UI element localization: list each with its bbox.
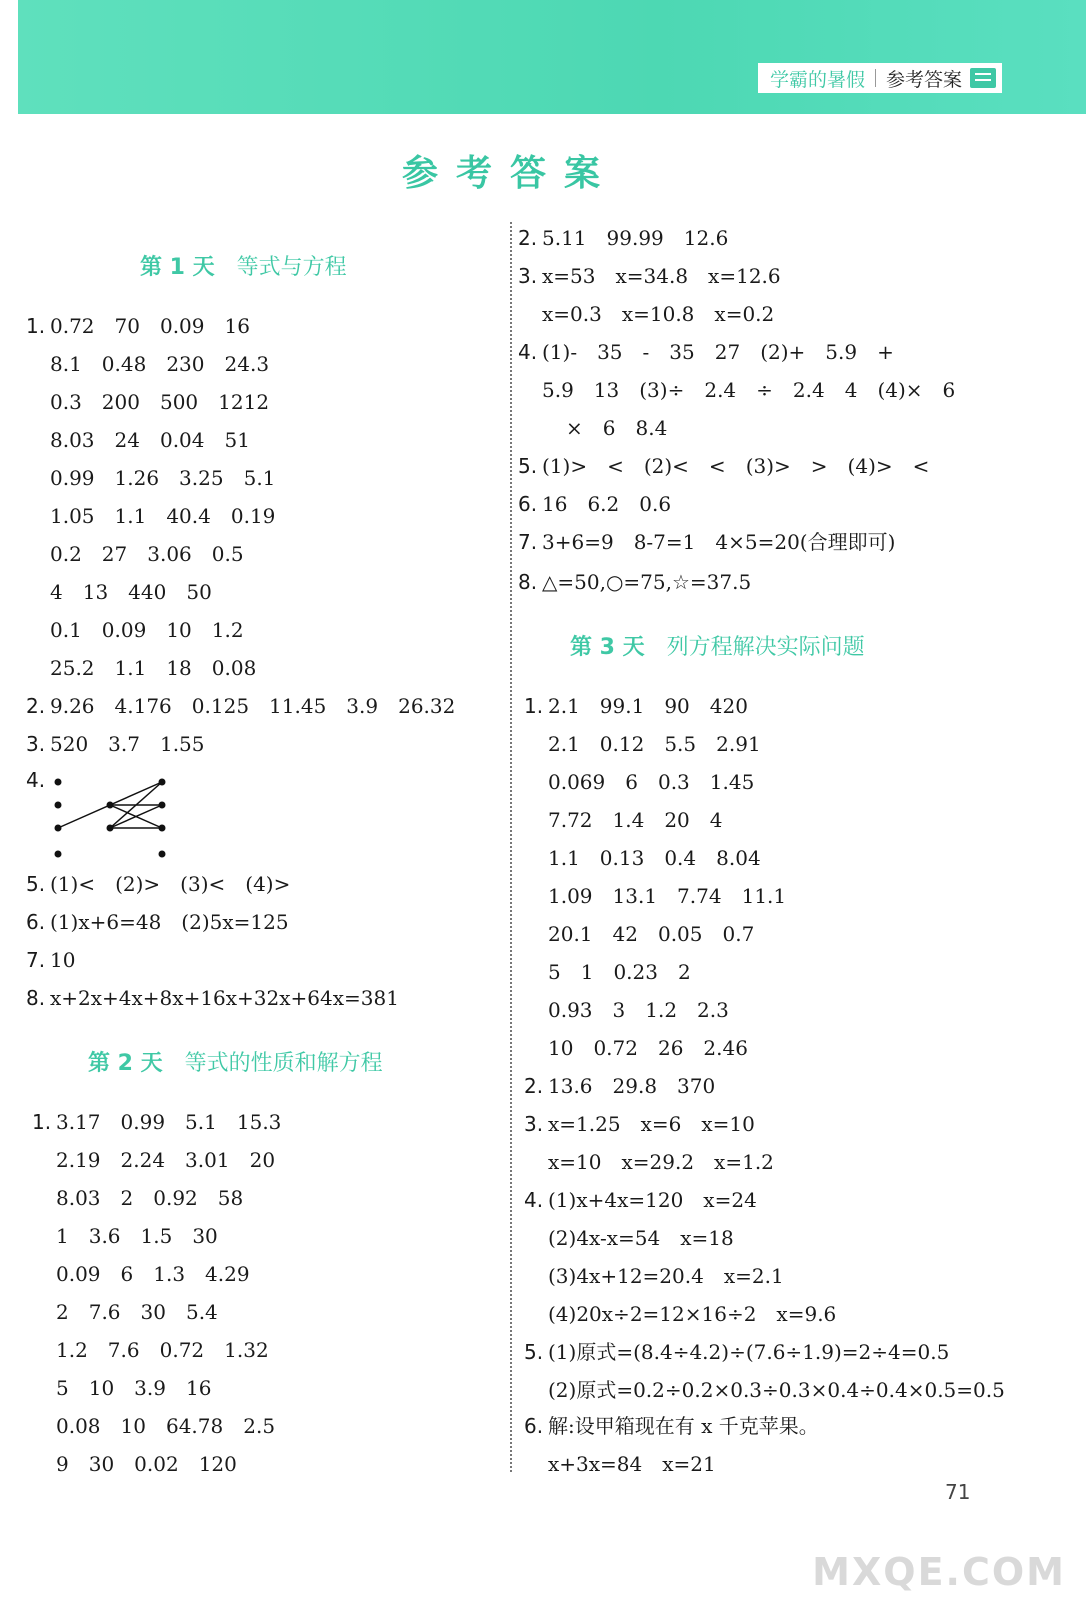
day3-q3-row xyxy=(548,1150,774,1174)
answer-text: 0.08 10 64.78 2.5 xyxy=(56,1414,276,1438)
answer-text: × 6 8.4 xyxy=(566,416,668,440)
day3-q4-row xyxy=(548,1264,784,1288)
match-dot xyxy=(159,851,166,858)
question-number: 5. xyxy=(524,1340,544,1364)
day1-q7 xyxy=(26,948,75,972)
day2-q1-row xyxy=(56,1338,269,1362)
page-number: 71 xyxy=(945,1480,971,1504)
answer-text: 0.72 70 0.09 16 xyxy=(50,314,250,338)
watermark: MXQE.COM xyxy=(812,1550,1066,1594)
question-number: 6. xyxy=(26,910,46,934)
series-name: 学霸的暑假 xyxy=(769,68,865,91)
answer-text: x=1.25 x=6 x=10 xyxy=(548,1112,755,1136)
answer-text: 0.99 1.26 3.25 5.1 xyxy=(50,466,276,490)
answer-text: (1)x+4x=120 x=24 xyxy=(548,1188,757,1212)
matching-diagram xyxy=(50,768,180,864)
header-banner xyxy=(18,0,1086,114)
day3-q4-row xyxy=(548,1226,734,1250)
day2-q1-row xyxy=(56,1148,275,1172)
answer-text: 13.6 29.8 370 xyxy=(548,1074,716,1098)
answer-text: (1)< (2)> (3)< (4)> xyxy=(50,872,291,896)
day1-q5 xyxy=(26,872,290,896)
question-number: 2. xyxy=(524,1074,544,1098)
question-number: 8. xyxy=(518,570,538,594)
match-dot xyxy=(55,779,62,786)
day3-number: 第 3 天 xyxy=(570,635,645,660)
match-dot xyxy=(55,825,62,832)
day3-q4 xyxy=(524,1188,757,1212)
day2-q4 xyxy=(518,340,894,364)
answer-text: 3.17 0.99 5.1 15.3 xyxy=(56,1110,282,1134)
day3-q6-row xyxy=(548,1452,716,1476)
question-number: 3. xyxy=(518,264,538,288)
day1-q4 xyxy=(26,768,50,792)
day1-q8 xyxy=(26,986,399,1010)
answer-text: (2)4x-x=54 x=18 xyxy=(548,1226,734,1250)
day2-q8 xyxy=(518,570,751,594)
match-dot xyxy=(159,779,166,786)
answer-text: 3+6=9 8-7=1 4×5=20(合理即可) xyxy=(542,530,896,554)
answer-text: 1.05 1.1 40.4 0.19 xyxy=(50,504,276,528)
answer-text: 2 7.6 30 5.4 xyxy=(56,1300,218,1324)
answer-text: x=10 x=29.2 x=1.2 xyxy=(548,1150,774,1174)
answer-text: 8.1 0.48 230 24.3 xyxy=(50,352,270,376)
answer-text: (1)x+6=48 (2)5x=125 xyxy=(50,910,289,934)
day1-q1-row xyxy=(50,580,212,604)
answer-text: 4 13 440 50 xyxy=(50,580,212,604)
day2-q7 xyxy=(518,530,895,554)
day1-q1-row xyxy=(50,542,244,566)
answer-text: 0.069 6 0.3 1.45 xyxy=(548,770,755,794)
day2-q1-row xyxy=(56,1262,250,1286)
answer-text: (1)原式=(8.4÷4.2)÷(7.6÷1.9)=2÷4=0.5 xyxy=(548,1340,950,1364)
brand-separator xyxy=(875,69,876,87)
day3-q1-row xyxy=(548,846,761,870)
day1-q1-row xyxy=(50,504,275,528)
question-number: 1. xyxy=(524,694,544,718)
question-number: 4. xyxy=(518,340,538,364)
day2-q1-row xyxy=(56,1376,211,1400)
answer-text: 16 6.2 0.6 xyxy=(542,492,672,516)
section-name: 参考答案 xyxy=(885,68,962,91)
day1-q1-row xyxy=(50,352,269,376)
day2-q1-row xyxy=(56,1224,218,1248)
book-icon xyxy=(970,68,996,88)
day3-heading xyxy=(570,630,865,661)
day2-q4-row xyxy=(542,378,955,402)
answer-text: 7.72 1.4 20 4 xyxy=(548,808,723,832)
day3-q1-row xyxy=(548,1036,748,1060)
day2-q4-row xyxy=(566,416,667,440)
answer-text: (3)4x+12=20.4 x=2.1 xyxy=(548,1264,784,1288)
answer-text: 2.1 99.1 90 420 xyxy=(548,694,748,718)
answer-text: x+3x=84 x=21 xyxy=(548,1452,716,1476)
question-number: 2. xyxy=(26,694,46,718)
question-number: 3. xyxy=(524,1112,544,1136)
match-dot xyxy=(159,802,166,809)
answer-text: 0.93 3 1.2 2.3 xyxy=(548,998,729,1022)
day1-q1-row xyxy=(50,390,269,414)
question-number: 3. xyxy=(26,732,46,756)
answer-text: 2.19 2.24 3.01 20 xyxy=(56,1148,276,1172)
day1-q6 xyxy=(26,910,289,934)
answer-text: △=50,○=75,☆=37.5 xyxy=(542,570,752,594)
question-number: 7. xyxy=(518,530,538,554)
day3-q6 xyxy=(524,1414,819,1438)
answer-text: 0.09 6 1.3 4.29 xyxy=(56,1262,250,1286)
question-number: 8. xyxy=(26,986,46,1010)
day1-q1-row xyxy=(50,618,244,642)
day1-q1-row xyxy=(26,314,250,338)
answer-text: 0.2 27 3.06 0.5 xyxy=(50,542,244,566)
day1-number: 第 1 天 xyxy=(140,255,215,280)
question-number: 4. xyxy=(26,768,46,792)
day3-q1-row xyxy=(548,960,691,984)
answer-text: x+2x+4x+8x+16x+32x+64x=381 xyxy=(50,986,399,1010)
day3-q4-row xyxy=(548,1302,836,1326)
day3-q1-row xyxy=(548,998,729,1022)
day2-q3 xyxy=(518,264,781,288)
day1-topic: 等式与方程 xyxy=(236,255,347,280)
brand-tag xyxy=(758,63,1002,93)
question-number: 1. xyxy=(26,314,46,338)
answer-text: 1.1 0.13 0.4 8.04 xyxy=(548,846,761,870)
match-dot xyxy=(159,825,166,832)
question-number: 1. xyxy=(32,1110,52,1134)
match-dot xyxy=(107,825,114,832)
day3-q1-row xyxy=(548,808,723,832)
question-number: 4. xyxy=(524,1188,544,1212)
day2-q6 xyxy=(518,492,671,516)
day1-q3 xyxy=(26,732,205,756)
answer-text: 1 3.6 1.5 30 xyxy=(56,1224,218,1248)
day3-q1-row xyxy=(548,922,754,946)
answer-text: 0.3 200 500 1212 xyxy=(50,390,270,414)
match-dot xyxy=(107,802,114,809)
day2-q2 xyxy=(518,226,728,250)
answer-text: 9 30 0.02 120 xyxy=(56,1452,237,1476)
day1-q1-row xyxy=(50,428,250,452)
question-number: 7. xyxy=(26,948,46,972)
answer-text: (4)20x÷2=12×16÷2 x=9.6 xyxy=(548,1302,837,1326)
day2-heading xyxy=(88,1046,383,1077)
match-dot xyxy=(55,802,62,809)
day2-q5 xyxy=(518,454,929,478)
day1-q1-row xyxy=(50,656,256,680)
day3-q1-row xyxy=(524,694,748,718)
answer-text: 1.2 7.6 0.72 1.32 xyxy=(56,1338,269,1362)
answer-text: 5 10 3.9 16 xyxy=(56,1376,212,1400)
day3-topic: 列方程解决实际问题 xyxy=(666,635,865,660)
answer-text: 1.09 13.1 7.74 11.1 xyxy=(548,884,787,908)
day2-topic: 等式的性质和解方程 xyxy=(184,1051,383,1076)
day2-q3-row xyxy=(542,302,774,326)
answer-text: 520 3.7 1.55 xyxy=(50,732,205,756)
answer-text: 8.03 24 0.04 51 xyxy=(50,428,250,452)
answer-text: 8.03 2 0.92 58 xyxy=(56,1186,244,1210)
answer-text: x=0.3 x=10.8 x=0.2 xyxy=(542,302,775,326)
day2-q1-row xyxy=(32,1110,281,1134)
answer-text: 10 0.72 26 2.46 xyxy=(548,1036,748,1060)
day2-number: 第 2 天 xyxy=(88,1051,163,1076)
answer-text: 5.11 99.99 12.6 xyxy=(542,226,729,250)
day1-q1-row xyxy=(50,466,275,490)
match-dot xyxy=(55,851,62,858)
column-divider xyxy=(510,222,512,1472)
answer-text: 2.1 0.12 5.5 2.91 xyxy=(548,732,761,756)
day2-q1-row xyxy=(56,1300,218,1324)
answer-text: 5 1 0.23 2 xyxy=(548,960,691,984)
question-number: 5. xyxy=(518,454,538,478)
answer-text: (1)> < (2)< < (3)> > (4)> < xyxy=(542,454,930,478)
day3-q3 xyxy=(524,1112,755,1136)
question-number: 5. xyxy=(26,872,46,896)
day3-q5-row xyxy=(548,1378,1005,1402)
answer-text: 5.9 13 (3)÷ 2.4 ÷ 2.4 4 (4)× 6 xyxy=(542,378,956,402)
answer-text: 10 xyxy=(50,948,76,972)
day1-q2 xyxy=(26,694,455,718)
day3-q1-row xyxy=(548,770,754,794)
answer-text: 9.26 4.176 0.125 11.45 3.9 26.32 xyxy=(50,694,456,718)
day3-q1-row xyxy=(548,884,786,908)
answer-text: 25.2 1.1 18 0.08 xyxy=(50,656,257,680)
day3-q2 xyxy=(524,1074,715,1098)
question-number: 6. xyxy=(524,1414,544,1438)
answer-text: (2)原式=0.2÷0.2×0.3÷0.3×0.4÷0.4×0.5=0.5 xyxy=(548,1378,1005,1402)
answer-text: 0.1 0.09 10 1.2 xyxy=(50,618,244,642)
answer-text: x=53 x=34.8 x=12.6 xyxy=(542,264,781,288)
day2-q1-row xyxy=(56,1452,237,1476)
day1-heading xyxy=(140,250,347,281)
day2-q1-row xyxy=(56,1186,243,1210)
answer-text: 解:设甲箱现在有 x 千克苹果。 xyxy=(548,1414,819,1438)
day3-q1-row xyxy=(548,732,761,756)
page-title: 参考答案 xyxy=(401,153,618,194)
day2-q1-row xyxy=(56,1414,275,1438)
day3-q5 xyxy=(524,1340,949,1364)
question-number: 2. xyxy=(518,226,538,250)
question-number: 6. xyxy=(518,492,538,516)
answer-text: (1)- 35 - 35 27 (2)+ 5.9 + xyxy=(542,340,894,364)
answer-text: 20.1 42 0.05 0.7 xyxy=(548,922,755,946)
